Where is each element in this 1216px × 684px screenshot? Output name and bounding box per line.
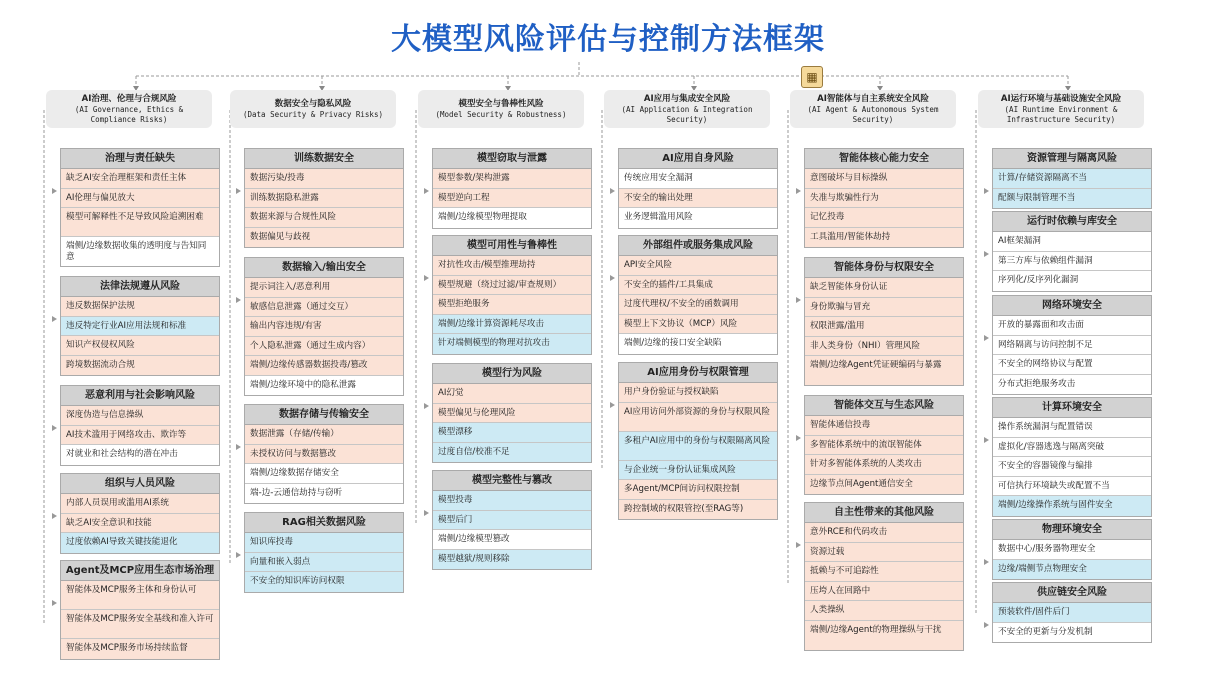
risk-group [618,235,778,355]
risk-group-title: 网络环境安全 [993,296,1151,316]
risk-group-title: 资源管理与隔离风险 [993,149,1151,169]
category-title-zh: AI应用与集成安全风险 [643,93,731,104]
page-title: 大模型风险评估与控制方法框架 [391,22,825,57]
risk-item: 计算/存储资源隔离不当 [993,169,1151,189]
risk-item: 针对端侧模型的物理对抗攻击 [433,334,591,354]
risk-item: 向量和嵌入弱点 [245,553,403,573]
risk-item: 违反特定行业AI应用法规和标准 [61,317,219,337]
risk-item: 知识库投毒 [245,533,403,553]
risk-item: 模型投毒 [433,491,591,511]
connector-arrow-icon [984,559,989,565]
risk-group-title: 法律法规遵从风险 [61,277,219,297]
risk-item: 模型逆向工程 [433,189,591,209]
risk-item: 工具滥用/智能体劫持 [805,228,963,248]
risk-group-title: 自主性带来的其他风险 [805,503,963,523]
connector-arrow-icon [424,510,429,516]
risk-item: AI技术滥用于网络攻击、欺诈等 [61,426,219,446]
risk-item: 业务逻辑滥用风险 [619,208,777,228]
connector-arrow-icon [52,316,57,322]
connector-arrow-icon [236,188,241,194]
connector-arrow-icon [984,622,989,628]
risk-item: 提示词注入/恶意利用 [245,278,403,298]
risk-item: 模型越狱/规则移除 [433,550,591,570]
risk-group [804,148,964,248]
risk-group-title: 物理环境安全 [993,520,1151,540]
risk-group-title: AI应用自身风险 [619,149,777,169]
connector-arrow-icon [984,251,989,257]
risk-item: 知识产权侵权风险 [61,336,219,356]
risk-item: 不安全的知识库访问权限 [245,572,403,592]
risk-group [618,362,778,520]
risk-group [992,582,1152,643]
risk-item: 未授权访问与数据篡改 [245,445,403,465]
risk-group-title: 计算环境安全 [993,398,1151,418]
risk-item: 数据泄露（存储/传输） [245,425,403,445]
risk-group-title: 治理与责任缺失 [61,149,219,169]
risk-group [992,211,1152,292]
risk-group [60,148,220,267]
risk-group [244,148,404,248]
risk-item: 模型后门 [433,511,591,531]
risk-group-title: 恶意利用与社会影响风险 [61,386,219,406]
risk-item: 智能体通信投毒 [805,416,963,436]
risk-item: 不安全的容器镜像与编排 [993,457,1151,477]
connector-arrow-icon [52,513,57,519]
connector-arrow-icon [236,297,241,303]
risk-item: 第三方库与依赖组件漏洞 [993,252,1151,272]
risk-item: 端侧/边缘传感器数据投毒/篡改 [245,356,403,376]
risk-item: 模型参数/架构泄露 [433,169,591,189]
risk-item: 针对多智能体系统的人类攻击 [805,455,963,475]
risk-item: 不安全的更新与分发机制 [993,623,1151,643]
risk-item: 过度自信/校准不足 [433,443,591,463]
connector-arrow-icon [52,425,57,431]
connector-arrow-icon [52,600,57,606]
risk-group [432,148,592,229]
connector-arrow-icon [984,437,989,443]
risk-item: 跨境数据流动合规 [61,356,219,376]
risk-item: 智能体及MCP服务安全基线和准入许可 [61,610,219,639]
category-title-zh: 模型安全与鲁棒性风险 [458,98,544,109]
risk-group-title: 运行时依赖与库安全 [993,212,1151,232]
category-title-en: (AI Governance, Ethics & Compliance Risks) [74,104,184,124]
category-header [46,90,212,128]
risk-item: 对抗性攻击/模型推理劫持 [433,256,591,276]
category-header [790,90,956,128]
risk-group [244,512,404,593]
risk-group [432,470,592,570]
risk-group [60,560,220,660]
risk-group [992,397,1152,517]
risk-group-title: RAG相关数据风险 [245,513,403,533]
risk-item: 模型可解释性不足导致风险追溯困难 [61,208,219,237]
category-title-en: (Model Security & Robustness) [435,109,567,119]
risk-item: 多Agent/MCP间访问权限控制 [619,480,777,500]
connector-arrow-icon [610,275,615,281]
risk-group [618,148,778,229]
category-header [418,90,584,128]
risk-group [244,257,404,396]
risk-item: 人类操纵 [805,601,963,621]
risk-item: 端侧/边缘Agent凭证硬编码与暴露 [805,356,963,385]
risk-item: 多租户AI应用中的身份与权限隔离风险 [619,432,777,461]
risk-item: 端侧/边缘的接口安全缺陷 [619,334,777,354]
connector-arrow-icon [424,188,429,194]
risk-group-title: 智能体交互与生态风险 [805,396,963,416]
risk-item: 对就业和社会结构的潜在冲击 [61,445,219,465]
connector-arrow-icon [796,435,801,441]
risk-item: 端-边-云通信劫持与窃听 [245,484,403,504]
connector-arrow-icon [236,444,241,450]
risk-item: 网络隔离与访问控制不足 [993,336,1151,356]
risk-item: AI应用访问外部资源的身份与权限风险 [619,403,777,432]
risk-item: 智能体及MCP服务市场持续监督 [61,639,219,659]
risk-item: 过度依赖AI导致关键技能退化 [61,533,219,553]
risk-item: 端侧/边缘数据存储安全 [245,464,403,484]
risk-item: 敏感信息泄露（通过交互） [245,298,403,318]
risk-item: 端侧/边缘模型篡改 [433,530,591,550]
category-title-zh: 数据安全与隐私风险 [274,98,352,109]
risk-item: 端侧/边缘Agent的物理操纵与干扰 [805,621,963,650]
risk-group [60,276,220,376]
risk-item: 权限泄露/滥用 [805,317,963,337]
risk-item: 抵赖与不可追踪性 [805,562,963,582]
category-header [604,90,770,128]
category-column [790,90,956,128]
risk-item: 意图破坏与目标操纵 [805,169,963,189]
risk-group-title: AI应用身份与权限管理 [619,363,777,383]
risk-item: 意外RCE和代码攻击 [805,523,963,543]
risk-item: 序列化/反序列化漏洞 [993,271,1151,291]
risk-item: 数据污染/投毒 [245,169,403,189]
connector-arrow-icon [424,275,429,281]
category-title-zh: AI运行环境与基础设施安全风险 [1000,93,1122,104]
risk-item: 内部人员误用或滥用AI系统 [61,494,219,514]
category-title-en: (Data Security & Privacy Risks) [243,109,383,119]
connector-arrow-icon [424,403,429,409]
risk-item: 智能体及MCP服务主体和身份认可 [61,581,219,610]
risk-group [432,363,592,463]
risk-group-title: 智能体核心能力安全 [805,149,963,169]
risk-item: 资源过载 [805,543,963,563]
risk-item: 可信执行环境缺失或配置不当 [993,477,1151,497]
risk-item: 深度伪造与信息操纵 [61,406,219,426]
risk-group-title: 模型窃取与泄露 [433,149,591,169]
risk-group [992,148,1152,209]
risk-item: 不安全的网络协议与配置 [993,355,1151,375]
connector-arrow-icon [610,188,615,194]
risk-group [992,519,1152,580]
risk-item: 用户身份验证与授权缺陷 [619,383,777,403]
category-column [418,90,584,128]
risk-item: 缺乏AI安全意识和技能 [61,514,219,534]
risk-item: 传统应用安全漏洞 [619,169,777,189]
connector-arrow-icon [610,402,615,408]
risk-group [804,395,964,495]
category-column [604,90,770,128]
risk-item: 非人类身份（NHI）管理风险 [805,337,963,357]
risk-group-title: 外部组件或服务集成风险 [619,236,777,256]
risk-item: 模型上下文协议（MCP）风险 [619,315,777,335]
category-column [230,90,396,128]
risk-item: 压垮人在回路中 [805,582,963,602]
risk-group-title: 组织与人员风险 [61,474,219,494]
clipboard-icon: ▦ [801,66,823,88]
risk-item: 输出内容违规/有害 [245,317,403,337]
risk-item: 端侧/边缘操作系统与固件安全 [993,496,1151,516]
risk-item: 模型拒绝服务 [433,295,591,315]
category-column [46,90,212,128]
risk-group-title: 供应链安全风险 [993,583,1151,603]
risk-group-title: 训练数据安全 [245,149,403,169]
risk-item: 不安全的输出处理 [619,189,777,209]
connector-arrow-icon [984,335,989,341]
risk-group-title: 模型行为风险 [433,364,591,384]
risk-item: 缺乏AI安全治理框架和责任主体 [61,169,219,189]
risk-item: 操作系统漏洞与配置错误 [993,418,1151,438]
category-header [230,90,396,128]
risk-item: 端侧/边缘数据收集的透明度与告知同意 [61,237,219,266]
risk-item: 违反数据保护法规 [61,297,219,317]
risk-item: 开放的暴露面和攻击面 [993,316,1151,336]
risk-item: 数据中心/服务器物理安全 [993,540,1151,560]
risk-item: API安全风险 [619,256,777,276]
risk-group-title: 智能体身份与权限安全 [805,258,963,278]
risk-group [432,235,592,355]
risk-item: AI幻觉 [433,384,591,404]
risk-group [804,257,964,386]
category-header [978,90,1144,128]
risk-group [60,473,220,554]
risk-item: 缺乏智能体身份认证 [805,278,963,298]
risk-group-title: Agent及MCP应用生态市场治理 [61,561,219,581]
connector-arrow-icon [796,542,801,548]
risk-item: 训练数据隐私泄露 [245,189,403,209]
risk-group-title: 模型完整性与篡改 [433,471,591,491]
risk-item: AI框架漏洞 [993,232,1151,252]
category-title-zh: AI治理、伦理与合规风险 [81,93,177,104]
category-title-zh: AI智能体与自主系统安全风险 [817,93,929,104]
risk-group [60,385,220,466]
risk-item: 个人隐私泄露（通过生成内容） [245,337,403,357]
risk-item: 边缘/端侧节点物理安全 [993,560,1151,580]
connector-arrow-icon [796,297,801,303]
risk-item: 模型漂移 [433,423,591,443]
risk-item: 端侧/边缘环境中的隐私泄露 [245,376,403,396]
connector-arrow-icon [52,188,57,194]
risk-item: 模型偏见与伦理风险 [433,404,591,424]
risk-item: 端侧/边缘计算资源耗尽攻击 [433,315,591,335]
risk-item: 预装软件/固件后门 [993,603,1151,623]
risk-group-title: 数据存储与传输安全 [245,405,403,425]
risk-item: 失准与欺骗性行为 [805,189,963,209]
risk-item: 数据偏见与歧视 [245,228,403,248]
risk-item: 虚拟化/容器逃逸与隔离突破 [993,438,1151,458]
risk-item: 多智能体系统中的流氓智能体 [805,436,963,456]
risk-group-title: 数据输入/输出安全 [245,258,403,278]
risk-item: 分布式拒绝服务攻击 [993,375,1151,395]
risk-group [244,404,404,504]
category-title-en: (AI Application & Integration Security) [621,104,753,124]
risk-group [992,295,1152,395]
risk-item: 模型规避（绕过过滤/审查规则） [433,276,591,296]
risk-item: 身份欺骗与冒充 [805,298,963,318]
risk-group-title: 模型可用性与鲁棒性 [433,236,591,256]
risk-group [804,502,964,651]
risk-item: 数据来源与合规性风险 [245,208,403,228]
risk-item: 记忆投毒 [805,208,963,228]
connector-arrow-icon [236,552,241,558]
risk-item: 不安全的插件/工具集成 [619,276,777,296]
risk-item: 配额与限制管理不当 [993,189,1151,209]
category-column [978,90,1144,128]
connector-arrow-icon [796,188,801,194]
risk-item: 与企业统一身份认证集成风险 [619,461,777,481]
category-title-en: (AI Agent & Autonomous System Security) [807,104,939,124]
connector-arrow-icon [984,188,989,194]
risk-item: 边缘节点间Agent通信安全 [805,475,963,495]
risk-item: 端侧/边缘模型物理提取 [433,208,591,228]
risk-item: AI伦理与偏见放大 [61,189,219,209]
risk-item: 跨控制域的权限管控(至RAG等) [619,500,777,520]
risk-item: 过度代理权/不安全的函数调用 [619,295,777,315]
category-title-en: (AI Runtime Environment & Infrastructure Security) [1004,104,1118,124]
